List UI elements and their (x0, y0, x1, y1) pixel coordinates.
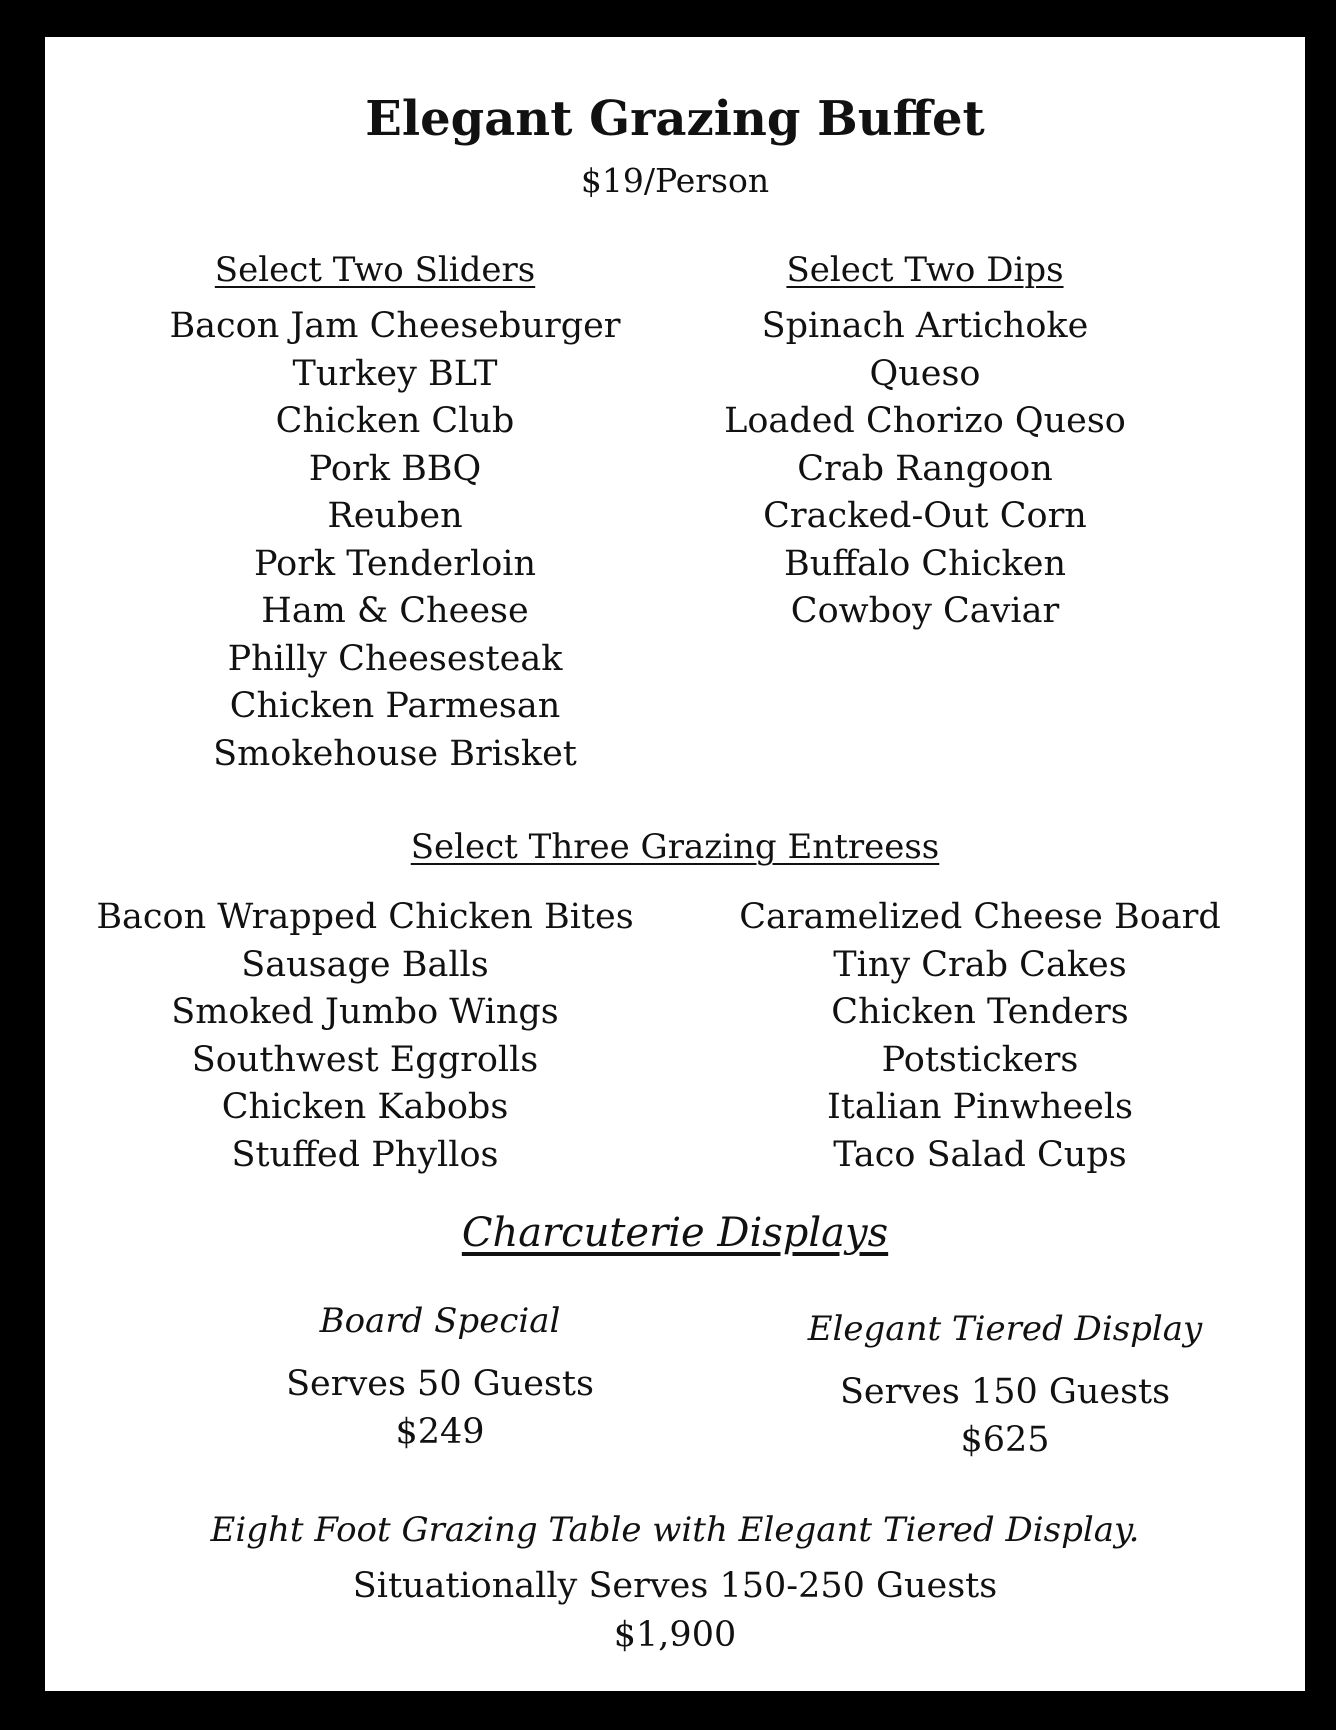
entrees-left-list (85, 894, 645, 1179)
list-item: Pork Tenderloin (254, 543, 536, 584)
sliders-list (135, 303, 655, 778)
list-item: Smoked Jumbo Wings (171, 992, 559, 1032)
list-item: Chicken Kabobs (221, 1087, 509, 1127)
list-item: Italian Pinwheels (826, 1087, 1134, 1127)
menu-page (45, 37, 1305, 1691)
list-item: Philly Cheesesteak (227, 638, 563, 679)
grazing-table-name: Eight Foot Grazing Table with Elegant Tiered Display. (210, 1510, 1140, 1550)
list-item: Spinach Artichoke (761, 306, 1089, 346)
dips-list (705, 303, 1145, 636)
list-item: Buffalo Chicken (784, 543, 1066, 584)
list-item: Chicken Tenders (831, 992, 1129, 1032)
entrees-heading: Select Three Grazing Entreess (410, 827, 940, 867)
list-item: Tiny Crab Cakes (833, 944, 1127, 985)
board-special-price: $249 (395, 1412, 485, 1452)
list-item: Turkey BLT (292, 353, 498, 394)
charcuterie-heading: Charcuterie Displays (461, 1210, 889, 1256)
dips-heading: Select Two Dips (786, 250, 1064, 290)
list-item: Crab Rangoon (797, 448, 1053, 489)
list-item: Cracked-Out Corn (763, 496, 1087, 536)
tiered-display-serves: Serves 150 Guests (839, 1372, 1171, 1412)
list-item: Bacon Jam Cheeseburger (169, 306, 621, 346)
entrees-right-list (700, 894, 1260, 1179)
list-item: Loaded Chorizo Queso (724, 401, 1126, 441)
list-item: Chicken Club (275, 401, 515, 441)
list-item: Caramelized Cheese Board (739, 897, 1221, 937)
list-item: Queso (869, 353, 981, 394)
list-item: Bacon Wrapped Chicken Bites (96, 897, 634, 937)
list-item: Southwest Eggrolls (191, 1039, 539, 1080)
list-item: Taco Salad Cups (833, 1134, 1127, 1175)
list-item: Cowboy Caviar (790, 591, 1060, 631)
tiered-display-price: $625 (960, 1420, 1050, 1460)
list-item: Pork BBQ (308, 448, 482, 489)
list-item: Chicken Parmesan (229, 686, 561, 726)
list-item: Smokehouse Brisket (213, 733, 577, 774)
price-per-person: $19/Person (580, 161, 770, 200)
list-item: Reuben (327, 496, 463, 536)
list-item: Stuffed Phyllos (231, 1134, 499, 1175)
tiered-display-name: Elegant Tiered Display (807, 1309, 1203, 1349)
menu-title: Elegant Grazing Buffet (365, 91, 985, 147)
sliders-heading: Select Two Sliders (214, 250, 536, 290)
grazing-table-price: $1,900 (613, 1615, 737, 1655)
board-special-name: Board Special (319, 1301, 561, 1341)
list-item: Ham & Cheese (261, 591, 529, 631)
grazing-table-serves: Situationally Serves 150-250 Guests (352, 1566, 998, 1606)
list-item: Sausage Balls (241, 944, 489, 985)
board-special-serves: Serves 50 Guests (286, 1364, 594, 1404)
list-item: Potstickers (881, 1039, 1079, 1080)
